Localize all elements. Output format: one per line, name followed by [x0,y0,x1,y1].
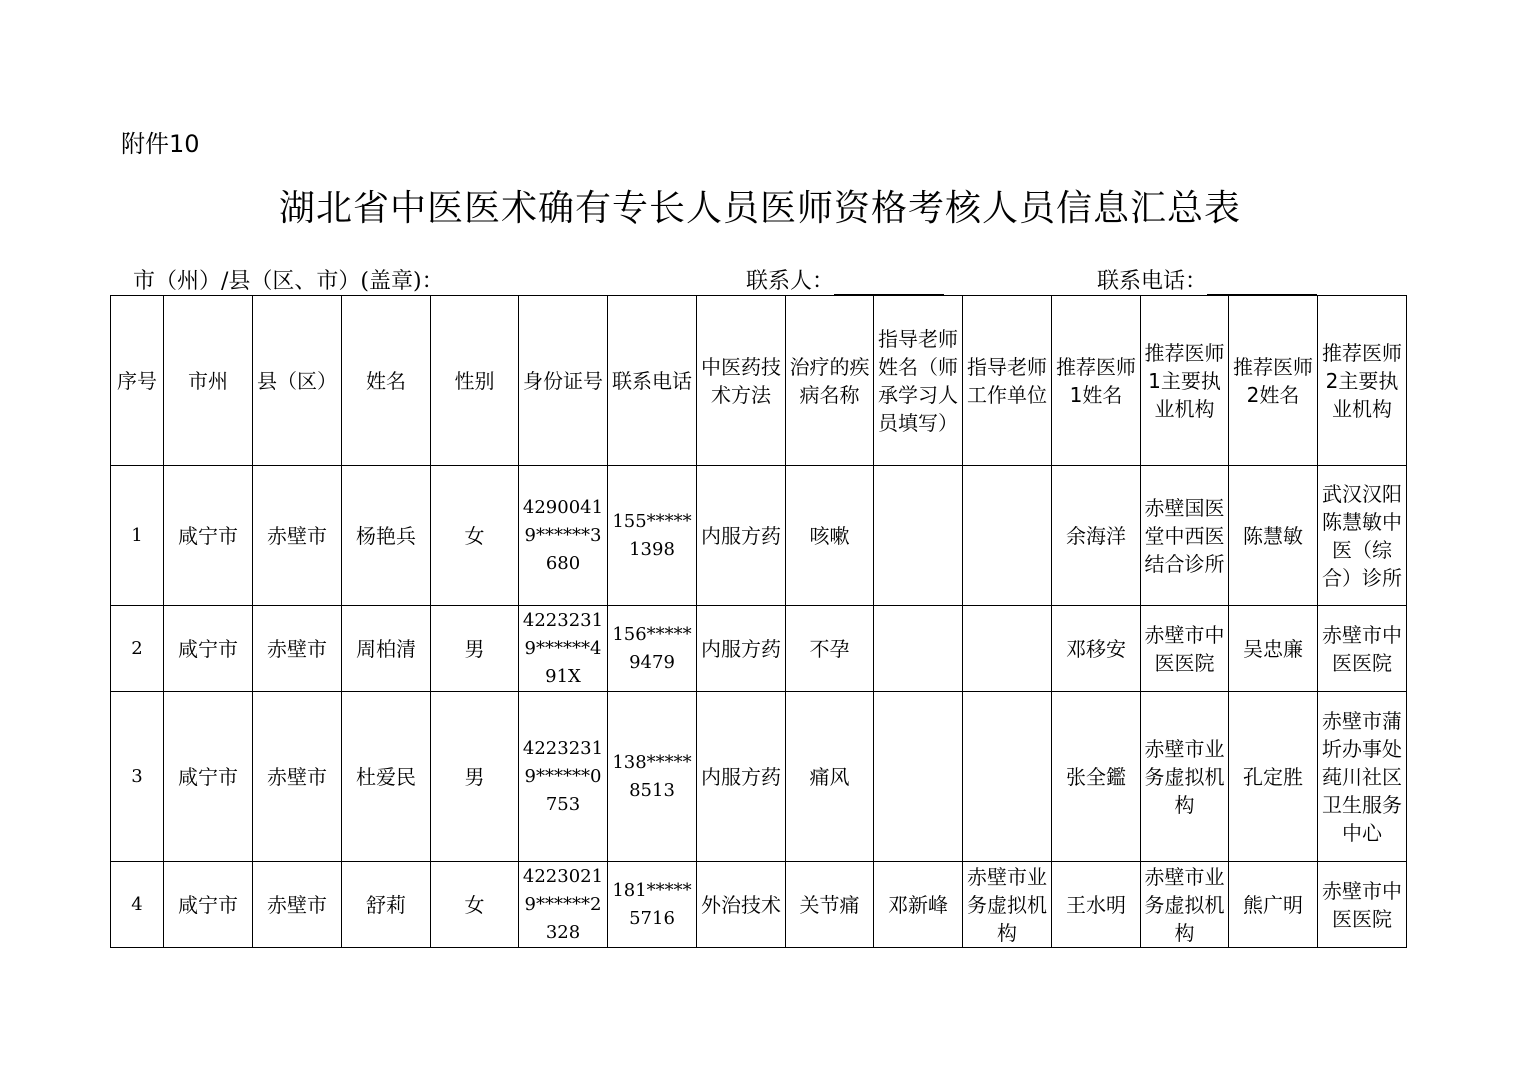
contact-phone-label: 联系电话： [1097,269,1208,294]
contact-phone-field [1097,264,1317,295]
col-disease-cell: 不孕 [786,606,874,692]
col-mentor-unit-cell: 赤壁市业务虚拟机构 [963,862,1052,948]
col-phone-cell: 155*****1398 [608,466,697,606]
page-title: 湖北省中医医术确有专长人员医师资格考核人员信息汇总表 [278,188,1241,229]
region-label: 市（州）/县（区、市）(盖章)： [133,269,444,294]
col-recommender1-org-header: 推荐医师1主要执业机构 [1141,296,1229,466]
col-recommender2-name-cell: 吴忠廉 [1229,606,1318,692]
col-recommender2-name-header: 推荐医师2姓名 [1229,296,1318,466]
table-row [111,606,1407,692]
header-row [111,296,1407,466]
col-tcm-method-cell: 内服方药 [697,692,786,862]
contact-phone-blank [1207,270,1317,295]
col-city-cell: 咸宁市 [164,862,253,948]
col-phone-cell: 138*****8513 [608,692,697,862]
col-id-number-cell: 42232319******0753 [519,692,608,862]
col-county-cell: 赤壁市 [253,606,342,692]
col-seq-cell: 1 [111,466,164,606]
col-seq-cell: 2 [111,606,164,692]
col-name-cell: 杨艳兵 [342,466,431,606]
col-seq-header: 序号 [111,296,164,466]
col-tcm-method-cell: 内服方药 [697,466,786,606]
col-county-cell: 赤壁市 [253,466,342,606]
col-mentor-name-cell [874,692,963,862]
col-seq-cell: 3 [111,692,164,862]
info-table [110,295,1407,948]
contact-person-label: 联系人： [746,269,835,294]
col-phone-cell: 181*****5716 [608,862,697,948]
col-name-header: 姓名 [342,296,431,466]
col-city-cell: 咸宁市 [164,606,253,692]
col-gender-cell: 男 [431,606,519,692]
col-id-number-cell: 42230219******2328 [519,862,608,948]
col-mentor-name-cell: 邓新峰 [874,862,963,948]
col-disease-cell: 咳嗽 [786,466,874,606]
col-mentor-name-header: 指导老师姓名（师承学习人员填写） [874,296,963,466]
col-recommender2-org-header: 推荐医师2主要执业机构 [1318,296,1407,466]
col-phone-cell: 156*****9479 [608,606,697,692]
col-gender-cell: 女 [431,862,519,948]
col-seq-cell: 4 [111,862,164,948]
col-recommender1-name-cell: 余海洋 [1052,466,1141,606]
table-body [111,466,1407,948]
col-id-number-cell: 42900419******3680 [519,466,608,606]
col-name-cell: 杜爱民 [342,692,431,862]
col-recommender2-name-cell: 熊广明 [1229,862,1318,948]
col-disease-cell: 痛风 [786,692,874,862]
contact-person-field [746,264,944,295]
col-name-cell: 周柏清 [342,606,431,692]
col-id-number-header: 身份证号 [519,296,608,466]
col-county-cell: 赤壁市 [253,692,342,862]
table-row [111,692,1407,862]
col-county-header: 县（区） [253,296,342,466]
col-city-header: 市州 [164,296,253,466]
col-gender-cell: 女 [431,466,519,606]
col-gender-cell: 男 [431,692,519,862]
col-recommender2-name-cell: 孔定胜 [1229,692,1318,862]
col-recommender1-name-header: 推荐医师1姓名 [1052,296,1141,466]
col-disease-header: 治疗的疾病名称 [786,296,874,466]
col-tcm-method-header: 中医药技术方法 [697,296,786,466]
col-name-cell: 舒莉 [342,862,431,948]
col-mentor-unit-cell [963,466,1052,606]
col-recommender1-name-cell: 张全鑑 [1052,692,1141,862]
table-row [111,466,1407,606]
table-row [111,862,1407,948]
col-recommender2-name-cell: 陈慧敏 [1229,466,1318,606]
col-mentor-unit-header: 指导老师工作单位 [963,296,1052,466]
col-recommender1-org-cell: 赤壁市中医医院 [1141,606,1229,692]
col-mentor-name-cell [874,466,963,606]
attachment-label: 附件10 [121,130,200,158]
col-city-cell: 咸宁市 [164,692,253,862]
col-recommender1-org-cell: 赤壁国医堂中西医结合诊所 [1141,466,1229,606]
col-recommender1-org-cell: 赤壁市业务虚拟机构 [1141,692,1229,862]
col-id-number-cell: 42232319******491X [519,606,608,692]
col-recommender2-org-cell: 赤壁市蒲圻办事处莼川社区卫生服务中心 [1318,692,1407,862]
col-city-cell: 咸宁市 [164,466,253,606]
col-tcm-method-cell: 内服方药 [697,606,786,692]
col-mentor-unit-cell [963,606,1052,692]
col-tcm-method-cell: 外治技术 [697,862,786,948]
col-county-cell: 赤壁市 [253,862,342,948]
contact-person-blank [834,270,944,295]
col-gender-header: 性别 [431,296,519,466]
col-recommender1-name-cell: 王水明 [1052,862,1141,948]
col-recommender1-name-cell: 邓移安 [1052,606,1141,692]
col-recommender2-org-cell: 赤壁市中医医院 [1318,862,1407,948]
col-mentor-name-cell [874,606,963,692]
col-mentor-unit-cell [963,692,1052,862]
col-phone-header: 联系电话 [608,296,697,466]
col-recommender2-org-cell: 武汉汉阳陈慧敏中医（综合）诊所 [1318,466,1407,606]
col-disease-cell: 关节痛 [786,862,874,948]
col-recommender2-org-cell: 赤壁市中医医院 [1318,606,1407,692]
col-recommender1-org-cell: 赤壁市业务虚拟机构 [1141,862,1229,948]
